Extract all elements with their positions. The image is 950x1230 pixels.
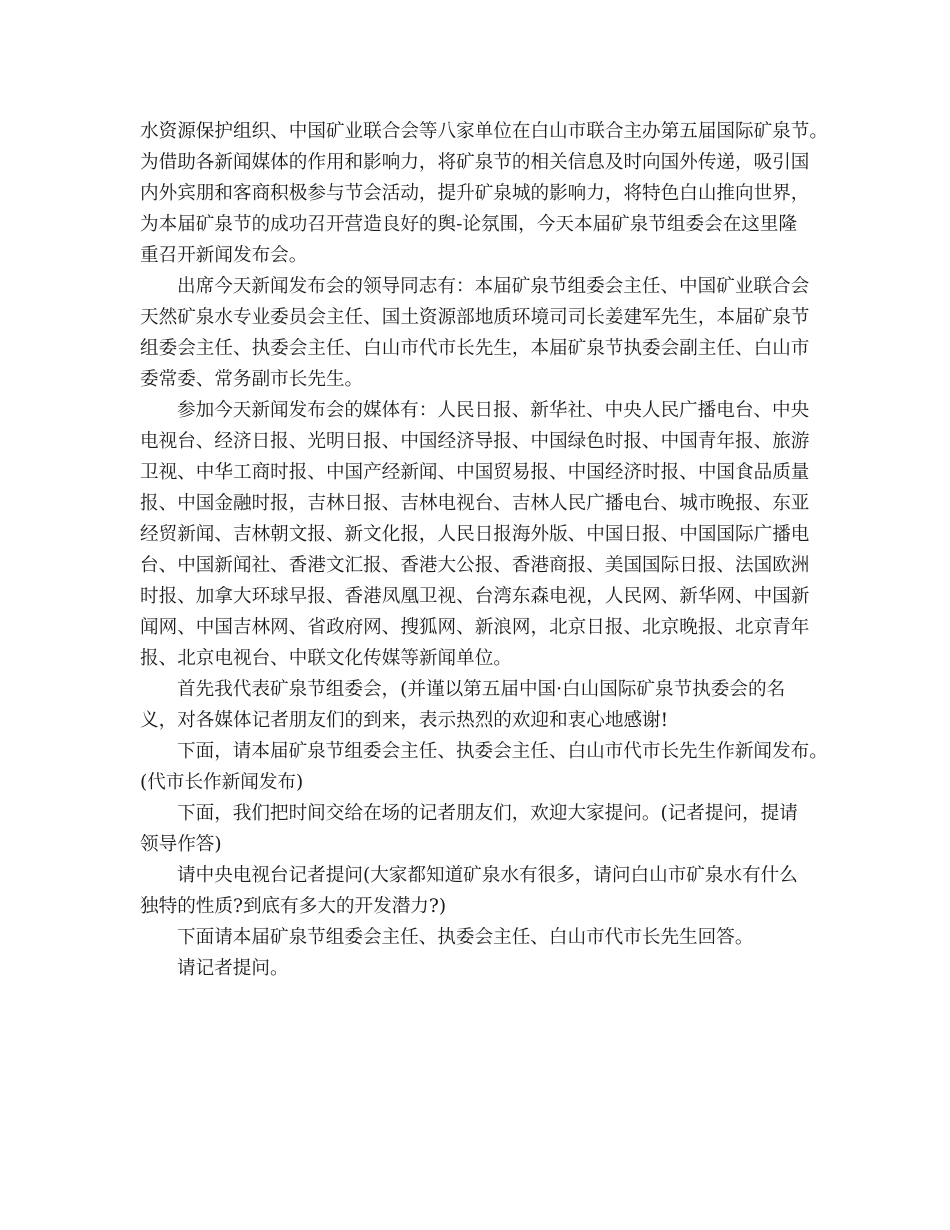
text-line: 闻网、中国吉林网、省政府网、搜狐网、新浪网，北京日报、北京晚报、北京青年	[140, 617, 810, 638]
text-line: 为借助各新闻媒体的作用和影响力，将矿泉节的相关信息及时向国外传递，吸引国	[140, 152, 810, 173]
text-line: 电视台、经济日报、光明日报、中国经济导报、中国绿色时报、中国青年报、旅游	[140, 431, 810, 452]
text-line: 领导作答)	[140, 834, 222, 855]
text-line: 经贸新闻、吉林朝文报、新文化报，人民日报海外版、中国日报、中国国际广播电	[140, 524, 810, 545]
text-line: 首先我代表矿泉节组委会，(并谨以第五届中国·白山国际矿泉节执委会的名	[177, 679, 786, 700]
text-line: 时报、加拿大环球早报、香港凤凰卫视、台湾东森电视，人民网、新华网、中国新	[140, 586, 810, 607]
text-line: 参加今天新闻发布会的媒体有：人民日报、新华社、中央人民广播电台、中央	[177, 400, 810, 421]
text-line: 义，对各媒体记者朋友们的到来，表示热烈的欢迎和衷心地感谢!	[140, 710, 669, 731]
text-line: 组委会主任、执委会主任、白山市代市长先生，本届矿泉节执委会副主任、白山市	[140, 338, 810, 359]
text-line: 天然矿泉水专业委员会主任、国土资源部地质环境司司长姜建军先生，本届矿泉节	[140, 307, 810, 328]
text-line: 内外宾朋和客商积极参与节会活动，提升矿泉城的影响力，将特色白山推向世界，	[140, 183, 810, 204]
text-line: 请中央电视台记者提问(大家都知道矿泉水有很多，请问白山市矿泉水有什么	[177, 865, 798, 886]
text-line: 下面，请本届矿泉节组委会主任、执委会主任、白山市代市长先生作新闻发布。	[177, 741, 828, 762]
text-line: 重召开新闻发布会。	[140, 245, 308, 266]
text-line: 出席今天新闻发布会的领导同志有：本届矿泉节组委会主任、中国矿业联合会	[177, 276, 810, 297]
text-line: 请记者提问。	[177, 958, 289, 979]
text-line: 独特的性质?到底有多大的开发潜力?)	[140, 896, 447, 917]
text-line: 下面，我们把时间交给在场的记者朋友们，欢迎大家提问。(记者提问，提请	[177, 803, 798, 824]
text-line: 报、中国金融时报，吉林日报、吉林电视台、吉林人民广播电台、城市晚报、东亚	[140, 493, 810, 514]
text-line: 下面请本届矿泉节组委会主任、执委会主任、白山市代市长先生回答。	[177, 927, 754, 948]
document-body	[140, 116, 840, 984]
text-line: 水资源保护组织、中国矿业联合会等八家单位在白山市联合主办第五届国际矿泉节。	[140, 121, 828, 142]
text-line: 卫视、中华工商时报、中国产经新闻、中国贸易报、中国经济时报、中国食品质量	[140, 462, 810, 483]
text-line: (代市长作新闻发布)	[140, 772, 304, 793]
text-line: 为本届矿泉节的成功召开营造良好的舆-论氛围，今天本届矿泉节组委会在这里隆	[140, 214, 798, 235]
text-line: 委常委、常务副市长先生。	[140, 369, 364, 390]
text-line: 台、中国新闻社、香港文汇报、香港大公报、香港商报、美国国际日报、法国欧洲	[140, 555, 810, 576]
text-line: 报、北京电视台、中联文化传媒等新闻单位。	[140, 648, 512, 669]
